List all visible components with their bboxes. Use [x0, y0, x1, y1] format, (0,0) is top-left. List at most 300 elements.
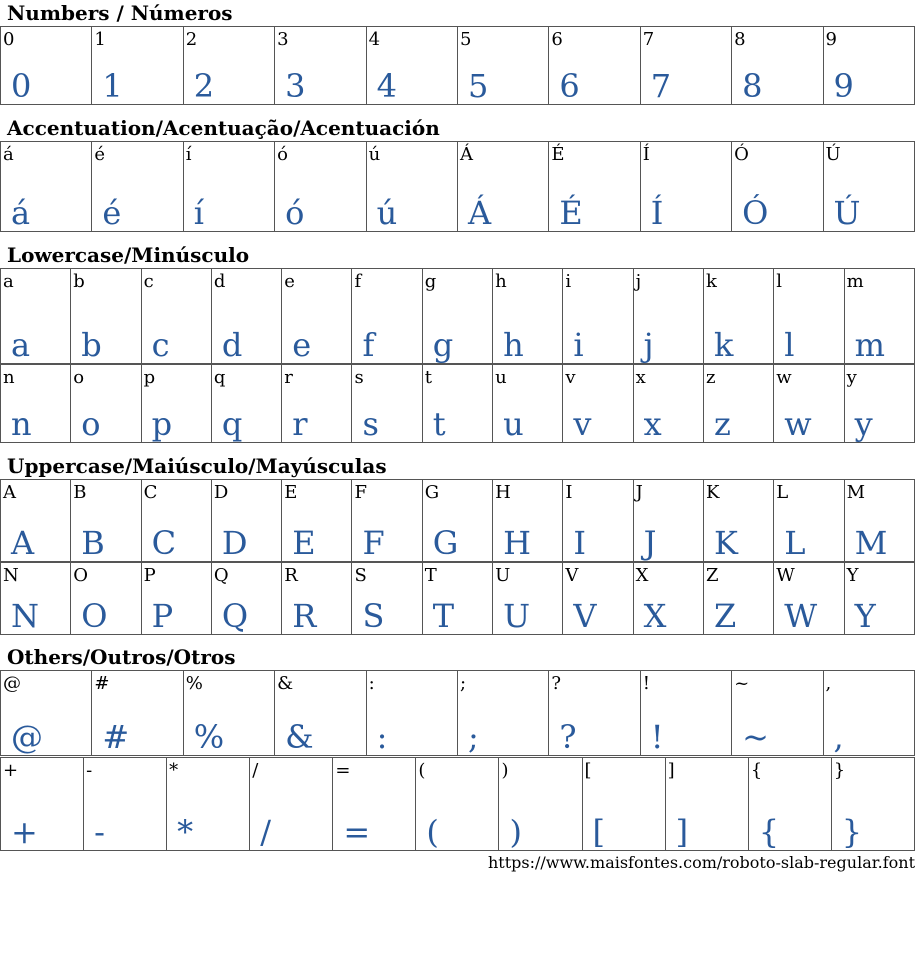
uppercase-grid-row-2 [0, 562, 915, 635]
glyph-cell-inner [549, 27, 639, 104]
glyph-cell-inner [458, 27, 548, 104]
glyph-sample: B [81, 524, 105, 562]
glyph-cell [1, 758, 84, 851]
glyph-cell [422, 269, 492, 364]
glyph-label: q [213, 367, 226, 388]
glyph-cell [211, 269, 281, 364]
glyph-cell [563, 365, 633, 443]
glyph-row [1, 142, 915, 232]
glyph-label: 9 [825, 29, 837, 50]
glyph-cell [282, 563, 352, 635]
glyph-cell-inner [493, 365, 562, 442]
glyph-label: G [424, 482, 440, 503]
glyph-sample: ; [467, 718, 479, 756]
glyph-cell [282, 480, 352, 562]
glyph-cell [366, 142, 457, 232]
glyph-cell [774, 269, 844, 364]
glyph-label: : [368, 673, 375, 694]
glyph-sample: c [151, 326, 170, 364]
glyph-cell-inner [1, 480, 70, 561]
glyph-label: * [169, 760, 179, 781]
glyph-cell-inner [142, 365, 211, 442]
glyph-sample: ] [675, 813, 689, 851]
glyph-cell [549, 142, 640, 232]
glyph-cell [333, 758, 416, 851]
glyph-label: H [495, 482, 511, 503]
glyph-label: I [565, 482, 573, 503]
glyph-sample: M [854, 524, 888, 562]
glyph-label: 5 [459, 29, 472, 50]
glyph-cell [633, 269, 703, 364]
glyph-cell-inner [142, 480, 211, 561]
glyph-sample: p [151, 405, 173, 443]
glyph-cell-inner [774, 269, 843, 363]
glyph-sample: : [376, 718, 388, 756]
glyph-cell-inner [92, 27, 182, 104]
glyph-label: ) [501, 760, 509, 781]
glyph-cell-inner [749, 758, 831, 850]
glyph-label: - [86, 760, 93, 781]
glyph-label: x [635, 367, 646, 388]
glyph-cell [774, 563, 844, 635]
glyph-label: = [335, 760, 351, 781]
glyph-sample: W [784, 597, 818, 635]
glyph-sample: q [221, 405, 243, 443]
glyph-cell-inner [549, 142, 639, 231]
glyph-label: & [277, 673, 294, 694]
glyph-sample: K [713, 524, 738, 562]
glyph-cell [844, 563, 914, 635]
glyph-label: O [73, 565, 89, 586]
glyph-cell [92, 27, 183, 105]
glyph-cell-inner [423, 365, 492, 442]
glyph-label: á [3, 144, 14, 165]
glyph-cell [92, 142, 183, 232]
glyph-label: } [833, 760, 846, 781]
glyph-cell [732, 142, 823, 232]
glyph-label: M [846, 482, 865, 503]
glyph-label: h [495, 271, 507, 292]
glyph-cell [457, 671, 548, 756]
glyph-sample: C [151, 524, 177, 562]
glyph-sample: h [503, 326, 524, 364]
glyph-sample: á [11, 194, 31, 232]
glyph-cell [457, 142, 548, 232]
glyph-label: Q [213, 565, 229, 586]
glyph-label: Ó [734, 144, 749, 165]
glyph-cell-inner [583, 758, 665, 850]
accentuation-grid [0, 141, 915, 232]
glyph-cell [141, 480, 211, 562]
glyph-cell [352, 563, 422, 635]
glyph-label: N [3, 565, 19, 586]
glyph-cell [183, 671, 274, 756]
glyph-cell-inner [774, 563, 843, 634]
glyph-sample: N [11, 597, 39, 635]
glyph-sample: a [11, 326, 31, 364]
glyph-label: @ [3, 673, 21, 694]
section-title-accentuation: Accentuation/Acentuação/Acentuación [7, 116, 440, 140]
glyph-label: V [565, 565, 579, 586]
glyph-cell-inner [732, 671, 822, 755]
glyph-row [1, 758, 915, 851]
glyph-label: ~ [734, 673, 750, 694]
glyph-cell [844, 480, 914, 562]
glyph-label: , [825, 673, 832, 694]
glyph-cell [823, 142, 914, 232]
glyph-label: ] [667, 760, 675, 781]
glyph-label: B [73, 482, 87, 503]
glyph-cell [640, 671, 731, 756]
glyph-cell [422, 480, 492, 562]
glyph-label: R [284, 565, 298, 586]
glyph-label: Ú [825, 144, 841, 165]
glyph-sample: V [573, 597, 597, 635]
glyph-sample: x [643, 405, 662, 443]
glyph-label: Y [846, 565, 859, 586]
glyph-label: ! [642, 673, 650, 694]
glyph-label: 8 [734, 29, 746, 50]
glyph-label: C [143, 482, 158, 503]
glyph-sample: R [292, 597, 317, 635]
glyph-label: s [354, 367, 364, 388]
glyph-label: ; [459, 673, 467, 694]
glyph-cell [141, 269, 211, 364]
glyph-cell [366, 671, 457, 756]
glyph-cell [211, 480, 281, 562]
glyph-sample: * [177, 813, 194, 851]
glyph-sample: D [221, 524, 248, 562]
glyph-sample: é [102, 194, 122, 232]
glyph-sample: z [713, 405, 731, 443]
glyph-label: 0 [3, 29, 15, 50]
glyph-cell-inner [732, 27, 822, 104]
source-url[interactable]: https://www.maisfontes.com/roboto-slab-regular.font [487, 853, 915, 872]
glyph-cell-inner [1, 142, 91, 231]
glyph-cell [732, 671, 823, 756]
glyph-cell [366, 27, 457, 105]
glyph-cell-inner [774, 480, 843, 561]
glyph-cell-inner [666, 758, 748, 850]
glyph-sample: } [841, 813, 863, 851]
glyph-cell [633, 563, 703, 635]
glyph-cell [250, 758, 333, 851]
glyph-cell [352, 480, 422, 562]
glyph-cell [1, 142, 92, 232]
glyph-sample: j [643, 326, 654, 364]
others-grid-row-1 [0, 670, 915, 756]
glyph-label: X [635, 565, 649, 586]
glyph-cell [422, 365, 492, 443]
glyph-sample: S [362, 597, 385, 635]
glyph-cell-inner [71, 269, 140, 363]
glyph-cell-inner [416, 758, 498, 850]
glyph-cell [416, 758, 499, 851]
glyph-sample: m [854, 326, 885, 364]
glyph-cell [549, 671, 640, 756]
glyph-label: v [565, 367, 576, 388]
glyph-cell-inner [212, 563, 281, 634]
glyph-sample: F [362, 524, 385, 562]
glyph-label: ú [368, 144, 381, 165]
glyph-cell-inner [1, 758, 83, 850]
glyph-sample: ~ [742, 718, 769, 756]
glyph-label: 3 [277, 29, 289, 50]
glyph-cell [563, 480, 633, 562]
glyph-label: j [635, 271, 642, 292]
glyph-cell [183, 142, 274, 232]
glyph-cell [703, 480, 773, 562]
glyph-cell [844, 365, 914, 443]
others-grid-row-2 [0, 757, 915, 851]
numbers-grid [0, 26, 915, 105]
glyph-cell-inner [832, 758, 914, 850]
glyph-cell [1, 671, 92, 756]
glyph-sample: w [784, 405, 812, 443]
glyph-sample: 3 [285, 67, 306, 105]
glyph-sample: í [193, 194, 205, 232]
glyph-cell-inner [184, 671, 274, 755]
glyph-sample: Á [467, 194, 492, 232]
glyph-sample: y [854, 405, 873, 443]
glyph-sample: Q [221, 597, 249, 635]
glyph-cell-inner [1, 269, 70, 363]
glyph-cell [493, 269, 563, 364]
glyph-row [1, 365, 915, 443]
glyph-cell [1, 27, 92, 105]
glyph-row [1, 671, 915, 756]
glyph-cell-inner [458, 671, 548, 755]
glyph-label: u [495, 367, 507, 388]
glyph-sample: 2 [193, 67, 215, 105]
glyph-cell [640, 27, 731, 105]
glyph-sample: b [81, 326, 102, 364]
glyph-sample: o [81, 405, 101, 443]
glyph-sample: { [758, 813, 780, 851]
glyph-label: / [252, 760, 259, 781]
glyph-cell-inner [845, 563, 914, 634]
glyph-cell [71, 563, 141, 635]
glyph-sample: % [193, 718, 225, 756]
glyph-label: k [705, 271, 717, 292]
glyph-cell [352, 269, 422, 364]
glyph-cell [493, 365, 563, 443]
glyph-sample: e [292, 326, 312, 364]
glyph-cell-inner [367, 671, 457, 755]
glyph-cell-inner [92, 671, 182, 755]
glyph-sample: g [432, 326, 454, 364]
glyph-label: T [424, 565, 437, 586]
lowercase-grid-row-1 [0, 268, 915, 364]
glyph-cell-inner [824, 142, 914, 231]
glyph-label: 1 [94, 29, 106, 50]
glyph-cell-inner [824, 27, 914, 104]
glyph-cell-inner [774, 365, 843, 442]
glyph-sample: Z [713, 597, 737, 635]
glyph-sample: n [11, 405, 32, 443]
glyph-label: z [705, 367, 716, 388]
glyph-cell [732, 27, 823, 105]
glyph-label: W [776, 565, 795, 586]
glyph-label: e [284, 271, 295, 292]
glyph-cell-inner [563, 563, 632, 634]
glyph-cell-inner [1, 671, 91, 755]
glyph-label: ó [277, 144, 289, 165]
glyph-sample: t [432, 405, 446, 443]
glyph-sample: 0 [11, 67, 32, 105]
glyph-cell [582, 758, 665, 851]
glyph-cell [141, 563, 211, 635]
glyph-cell [92, 671, 183, 756]
section-title-lowercase: Lowercase/Minúsculo [7, 243, 250, 267]
glyph-sample: / [260, 813, 272, 851]
glyph-label: Á [459, 144, 473, 165]
glyph-cell [748, 758, 831, 851]
glyph-label: í [185, 144, 192, 165]
glyph-label: d [213, 271, 226, 292]
glyph-label: w [776, 367, 792, 388]
glyph-cell-inner [423, 480, 492, 561]
glyph-label: E [284, 482, 298, 503]
glyph-cell [71, 365, 141, 443]
glyph-sample: , [833, 718, 844, 756]
glyph-sample: ú [376, 194, 398, 232]
glyph-sample: ó [285, 194, 305, 232]
glyph-sample: Í [650, 194, 664, 232]
glyph-cell-inner [142, 563, 211, 634]
glyph-cell-inner [367, 27, 457, 104]
glyph-label: b [73, 271, 85, 292]
glyph-cell-inner [634, 480, 703, 561]
glyph-sample: Ó [742, 194, 769, 232]
glyph-sample: ) [509, 813, 522, 851]
glyph-cell-inner [1, 27, 91, 104]
section-title-numbers: Numbers / Números [7, 1, 233, 25]
glyph-cell-inner [282, 563, 351, 634]
glyph-sample: ! [650, 718, 664, 756]
section-title-others: Others/Outros/Otros [7, 645, 236, 669]
glyph-cell-inner [1, 563, 70, 634]
glyph-cell-inner [563, 269, 632, 363]
glyph-sample: k [713, 326, 734, 364]
glyph-cell-inner [563, 365, 632, 442]
glyph-label: f [354, 271, 362, 292]
glyph-sample: 7 [650, 67, 672, 105]
glyph-cell [831, 758, 914, 851]
glyph-label: [ [584, 760, 592, 781]
glyph-label: { [750, 760, 763, 781]
glyph-label: U [495, 565, 511, 586]
glyph-cell-inner [634, 365, 703, 442]
glyph-cell [640, 142, 731, 232]
glyph-cell-inner [704, 365, 773, 442]
glyph-label: g [424, 271, 437, 292]
glyph-sample: d [221, 326, 243, 364]
glyph-sample: = [343, 813, 371, 851]
glyph-label: ( [418, 760, 426, 781]
glyph-cell-inner [71, 480, 140, 561]
glyph-cell-inner [71, 563, 140, 634]
glyph-cell-inner [184, 27, 274, 104]
glyph-row [1, 269, 915, 364]
uppercase-grid-row-1 [0, 479, 915, 562]
glyph-sample: i [573, 326, 584, 364]
glyph-label: 2 [185, 29, 198, 50]
glyph-label: c [143, 271, 154, 292]
glyph-row [1, 27, 915, 105]
glyph-cell [633, 365, 703, 443]
glyph-cell-inner [92, 142, 182, 231]
glyph-cell [167, 758, 250, 851]
glyph-cell-inner [367, 142, 457, 231]
glyph-cell-inner [1, 365, 70, 442]
glyph-cell [703, 563, 773, 635]
glyph-cell-inner [167, 758, 249, 850]
glyph-label: % [185, 673, 203, 694]
glyph-cell-inner [634, 563, 703, 634]
glyph-cell-inner [184, 142, 274, 231]
glyph-label: F [354, 482, 367, 503]
glyph-label: a [3, 271, 14, 292]
glyph-label: A [3, 482, 16, 503]
glyph-sample: A [11, 524, 35, 562]
glyph-sample: 5 [467, 67, 489, 105]
glyph-sample: T [432, 597, 455, 635]
glyph-cell [1, 269, 71, 364]
glyph-label: 6 [551, 29, 563, 50]
glyph-cell-inner [549, 671, 639, 755]
glyph-cell-inner [352, 269, 421, 363]
glyph-cell-inner [704, 480, 773, 561]
glyph-cell-inner [493, 563, 562, 634]
glyph-cell [211, 365, 281, 443]
glyph-cell [71, 269, 141, 364]
glyph-cell [665, 758, 748, 851]
glyph-cell-inner [71, 365, 140, 442]
glyph-cell [774, 480, 844, 562]
glyph-cell [493, 480, 563, 562]
glyph-sample: O [81, 597, 108, 635]
glyph-cell [774, 365, 844, 443]
glyph-cell [422, 563, 492, 635]
glyph-label: o [73, 367, 85, 388]
glyph-cell [275, 27, 366, 105]
glyph-cell-inner [352, 563, 421, 634]
glyph-sample: r [292, 405, 308, 443]
glyph-cell-inner [641, 27, 731, 104]
glyph-cell-inner [282, 269, 351, 363]
glyph-label: S [354, 565, 367, 586]
glyph-cell [844, 269, 914, 364]
glyph-cell-inner [275, 671, 365, 755]
glyph-label: # [94, 673, 110, 694]
glyph-cell-inner [824, 671, 914, 755]
glyph-cell-inner [275, 142, 365, 231]
glyph-sample: P [151, 597, 174, 635]
glyph-cell-inner [563, 480, 632, 561]
glyph-sample: v [573, 405, 592, 443]
glyph-label: é [94, 144, 106, 165]
glyph-sample: # [102, 718, 130, 756]
glyph-sample: 1 [102, 67, 123, 105]
glyph-cell-inner [845, 269, 914, 363]
glyph-cell-inner [212, 365, 281, 442]
glyph-cell [211, 563, 281, 635]
glyph-cell-inner [352, 365, 421, 442]
glyph-cell [275, 671, 366, 756]
glyph-sample: u [503, 405, 524, 443]
glyph-cell-inner [493, 480, 562, 561]
